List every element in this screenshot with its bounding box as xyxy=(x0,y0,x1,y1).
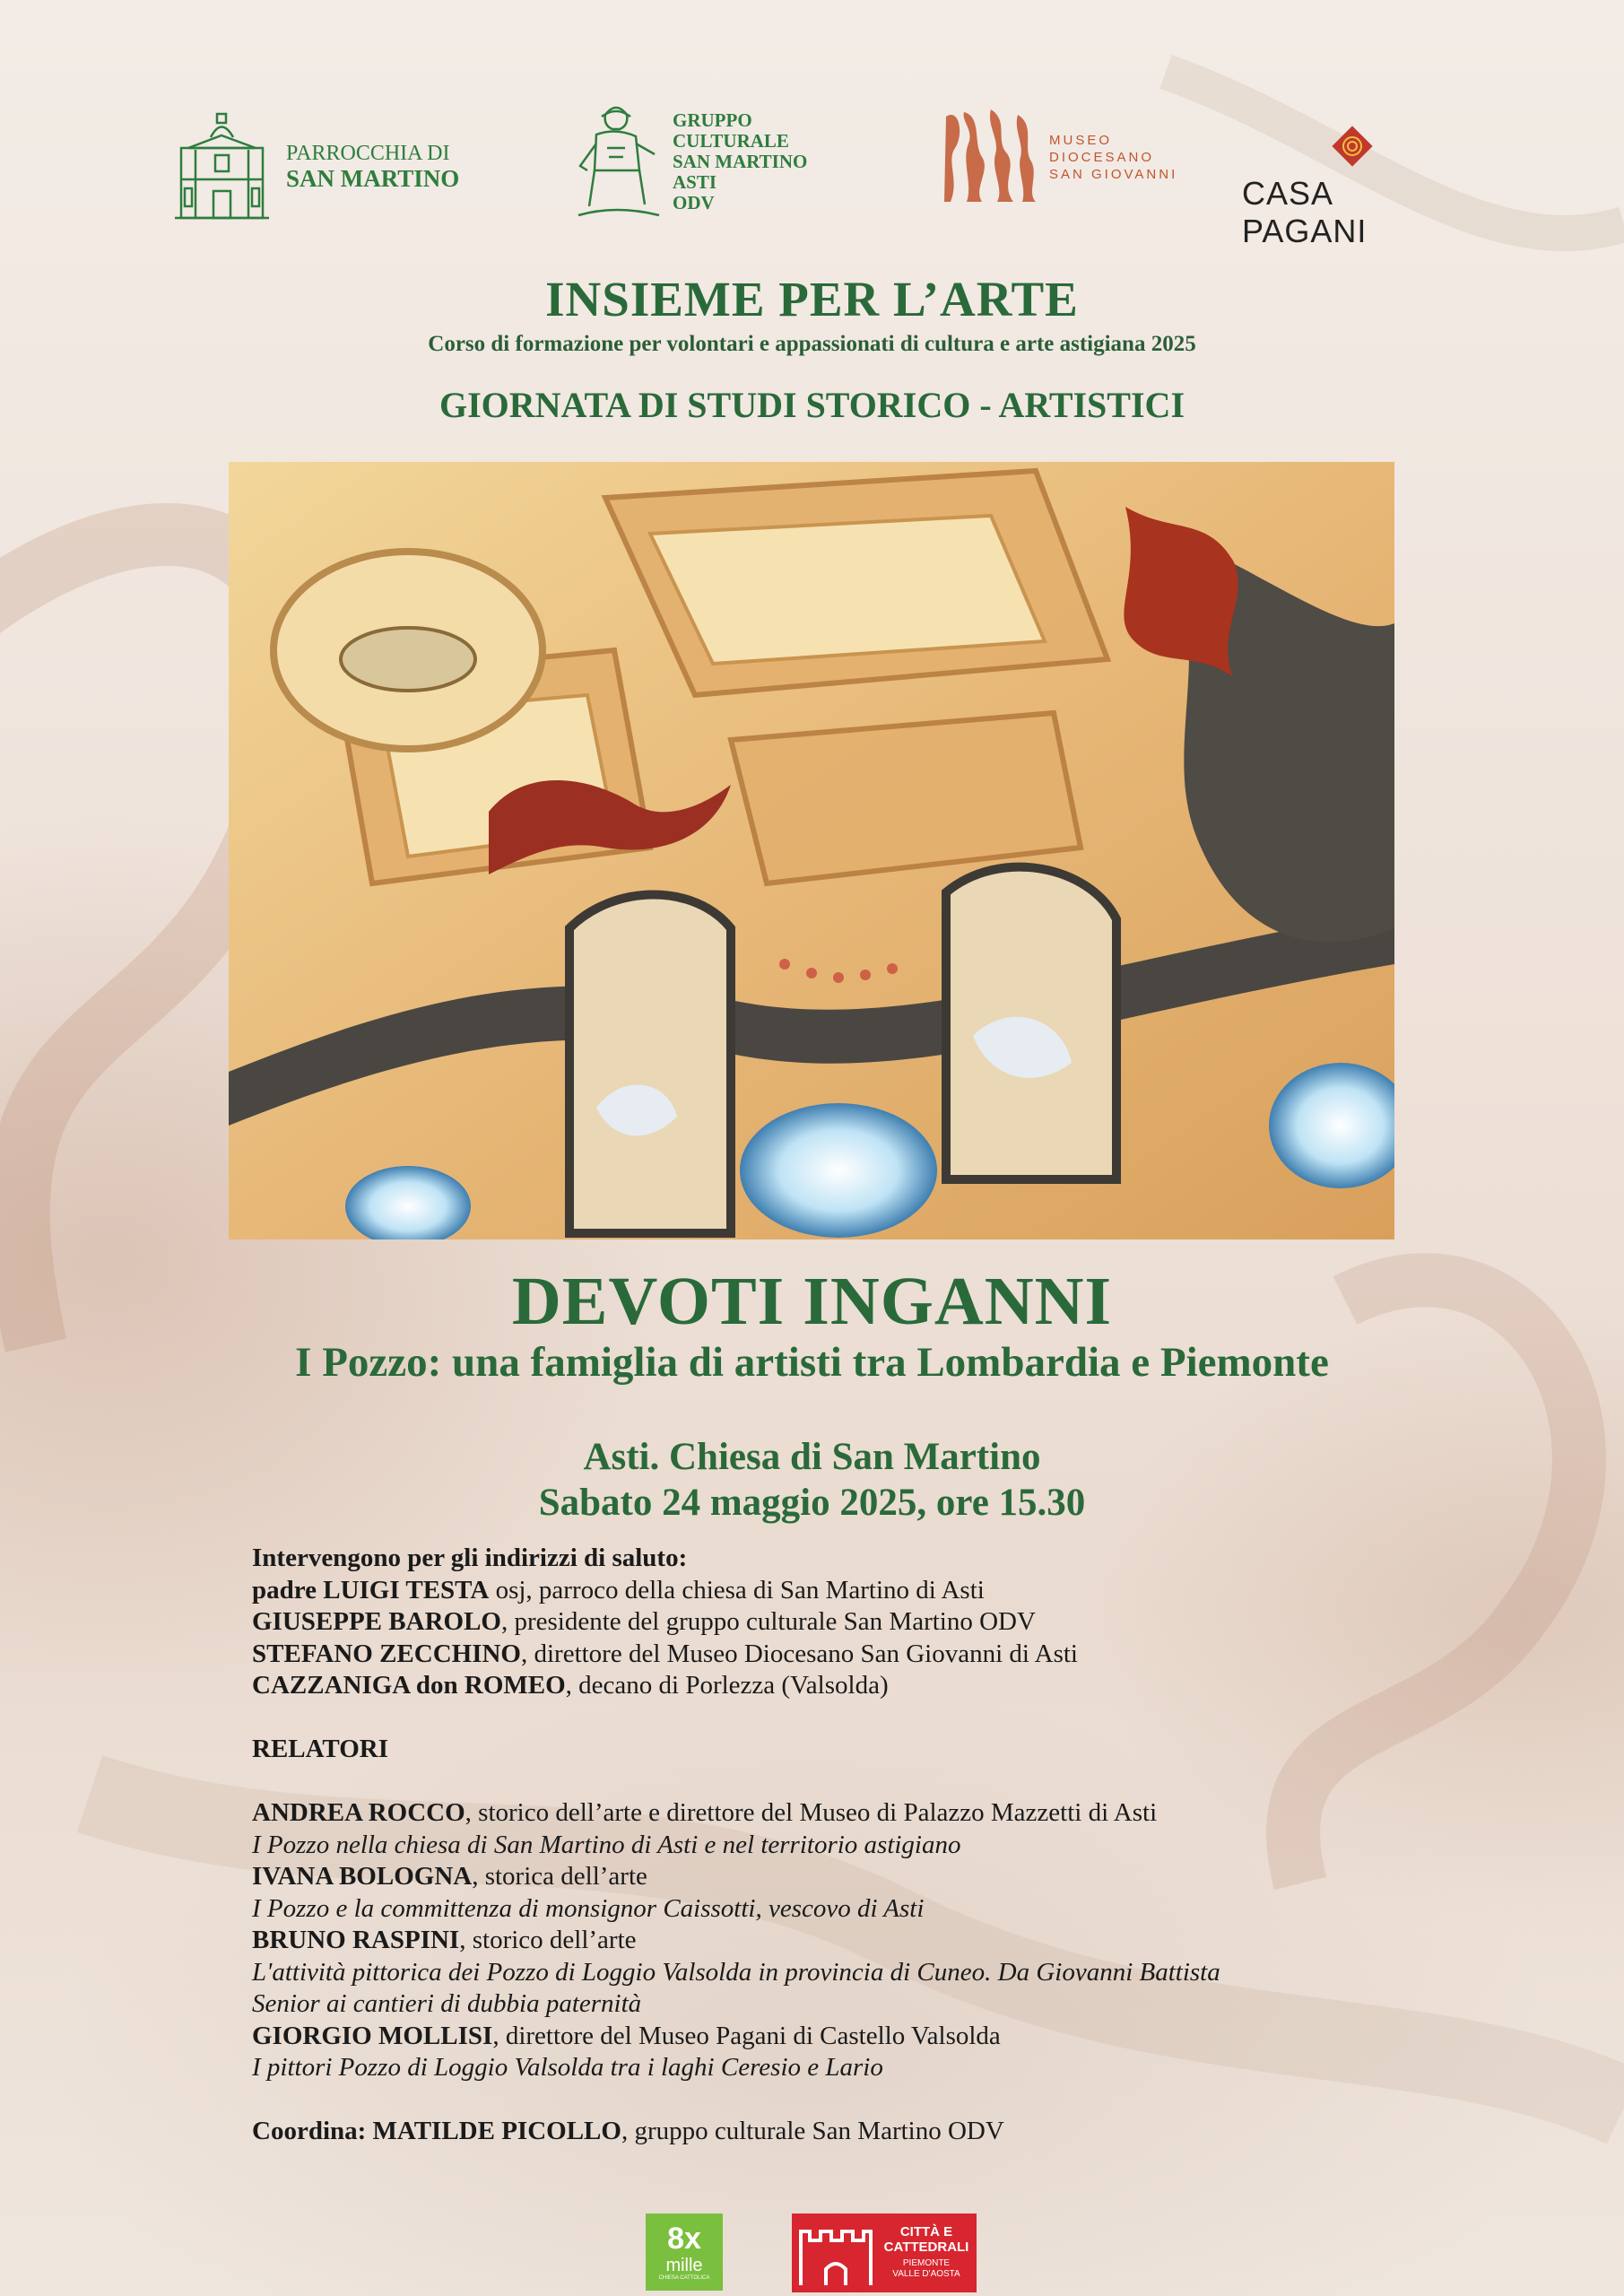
event-place: Asti. Chiesa di San Martino xyxy=(583,1436,1041,1478)
fresco-ceiling-photo xyxy=(229,462,1394,1239)
greeting-name: padre LUIGI TESTA xyxy=(252,1575,490,1605)
event-title: DEVOTI INGANNI xyxy=(511,1264,1113,1339)
casa-pagani-text: CASA PAGANI xyxy=(1242,175,1368,249)
museo-diocesano-logo xyxy=(942,108,1177,206)
study-day-heading: GIORNATA DI STUDI STORICO - ARTISTICI xyxy=(439,385,1185,425)
greeting-name: STEFANO ZECCHINO xyxy=(252,1639,521,1668)
parrocchia-line2: SAN MARTINO xyxy=(286,165,460,192)
otto-number: 8x xyxy=(667,2222,701,2256)
greeting-role: , decano di Porlezza (Valsolda) xyxy=(565,1671,889,1700)
greeting-line xyxy=(252,1606,1418,1639)
parrocchia-line1: PARROCCHIA DI xyxy=(286,142,450,165)
course-subtitle: Corso di formazione per volontari e appassionati di cultura e arte astigiana 2025 xyxy=(428,332,1196,356)
talk-title: I pittori Pozzo di Loggio Valsolda tra i laghi Ceresio e Lario xyxy=(252,2053,883,2082)
greeting-name: CAZZANIGA don ROMEO xyxy=(252,1671,566,1700)
otto-tagline: CHIESA CATTOLICA xyxy=(658,2275,710,2281)
museo-line: MUSEO xyxy=(1049,132,1113,148)
coordinator-role: , gruppo culturale San Martino ODV xyxy=(621,2117,1004,2145)
diamond-spiral-icon xyxy=(1327,121,1377,171)
otto-per-mille-logo xyxy=(646,2213,723,2291)
event-subtitle: I Pozzo: una famiglia di artisti tra Lombardia e Piemonte xyxy=(295,1339,1329,1386)
speaker-role: , direttore del Museo Pagani di Castello Valsolda xyxy=(492,2021,1001,2050)
speaker-line xyxy=(252,2021,1418,2053)
sponsor-logo-row xyxy=(170,99,1462,249)
talk-title: Senior ai cantieri di dubbia paternità xyxy=(252,1989,642,2018)
greeting-role: osj, parroco della chiesa di San Martino di Asti xyxy=(489,1575,985,1605)
speaker-role: , storico dell’arte e direttore del Museo di Palazzo Mazzetti di Asti xyxy=(465,1798,1158,1827)
gruppo-culturale-logo xyxy=(569,99,807,224)
speaker-role: , storico dell’arte xyxy=(459,1926,637,1954)
greeting-line xyxy=(252,1639,1418,1671)
speaker-name: BRUNO RASPINI xyxy=(252,1926,460,1954)
speaker-line xyxy=(252,1925,1418,1957)
museo-line: SAN GIOVANNI xyxy=(1049,166,1178,182)
gruppo-line: SAN MARTINO xyxy=(673,150,808,172)
museo-text xyxy=(1049,132,1177,183)
citta-region xyxy=(881,2258,971,2280)
greeting-line xyxy=(252,1575,1418,1607)
greeting-role: , direttore del Museo Diocesano San Giovanni di Asti xyxy=(520,1639,1078,1668)
event-date: Sabato 24 maggio 2025, ore 15.30 xyxy=(538,1482,1086,1524)
talk-title: I Pozzo nella chiesa di San Martino di Asti e nel territorio astigiano xyxy=(252,1830,961,1859)
speaker-name: IVANA BOLOGNA xyxy=(252,1862,473,1891)
casa-pagani-logo xyxy=(1242,121,1462,250)
talk-title: I Pozzo e la committenza di monsignor Caissotti, vescovo di Asti xyxy=(252,1893,925,1923)
otto-word: mille xyxy=(665,2256,703,2275)
coordinator-name: Coordina: MATILDE PICOLLO xyxy=(252,2117,621,2145)
parrocchia-logo xyxy=(170,112,459,220)
citta-line: VALLE D'AOSTA xyxy=(892,2269,960,2279)
talk-title: L'attività pittorica dei Pozzo di Loggio Valsolda in provincia di Cuneo. Da Giovanni Battista xyxy=(252,1957,1220,1987)
speaker-role: , storica dell’arte xyxy=(472,1862,647,1891)
course-title: INSIEME PER L’ARTE xyxy=(545,272,1079,326)
castle-tower-icon xyxy=(792,2213,878,2292)
citta-title xyxy=(881,2224,971,2255)
speaker-line xyxy=(252,1861,1418,1893)
speaker-line xyxy=(252,1797,1418,1830)
gruppo-text xyxy=(673,110,807,213)
citta-cattedrali-logo xyxy=(792,2213,977,2292)
gruppo-line: ASTI xyxy=(673,170,717,193)
greeting-name: GIUSEPPE BAROLO xyxy=(252,1607,501,1636)
citta-line: PIEMONTE xyxy=(902,2258,951,2268)
coordinator-line xyxy=(252,2116,1418,2148)
gruppo-line: ODV xyxy=(673,191,715,213)
museo-flame-icon xyxy=(942,108,1038,206)
church-facade-icon xyxy=(170,112,274,220)
speakers-heading: RELATORI xyxy=(252,1735,389,1763)
museo-line: DIOCESANO xyxy=(1049,149,1155,165)
footer-logos xyxy=(646,2213,1022,2292)
gruppo-line: CULTURALE xyxy=(673,129,789,152)
speaker-name: ANDREA ROCCO xyxy=(252,1798,465,1827)
greeting-role: , presidente del gruppo culturale San Martino ODV xyxy=(500,1607,1036,1636)
citta-line: CITTÀ E xyxy=(899,2224,953,2239)
gruppo-line: GRUPPO xyxy=(673,109,752,131)
greetings-heading: Intervengono per gli indirizzi di saluto: xyxy=(252,1544,688,1572)
citta-line: CATTEDRALI xyxy=(883,2239,969,2255)
saint-martin-figure-icon xyxy=(569,99,664,224)
greeting-line xyxy=(252,1670,1418,1702)
program-text xyxy=(252,1543,1418,2148)
speaker-name: GIORGIO MOLLISI xyxy=(252,2021,493,2050)
